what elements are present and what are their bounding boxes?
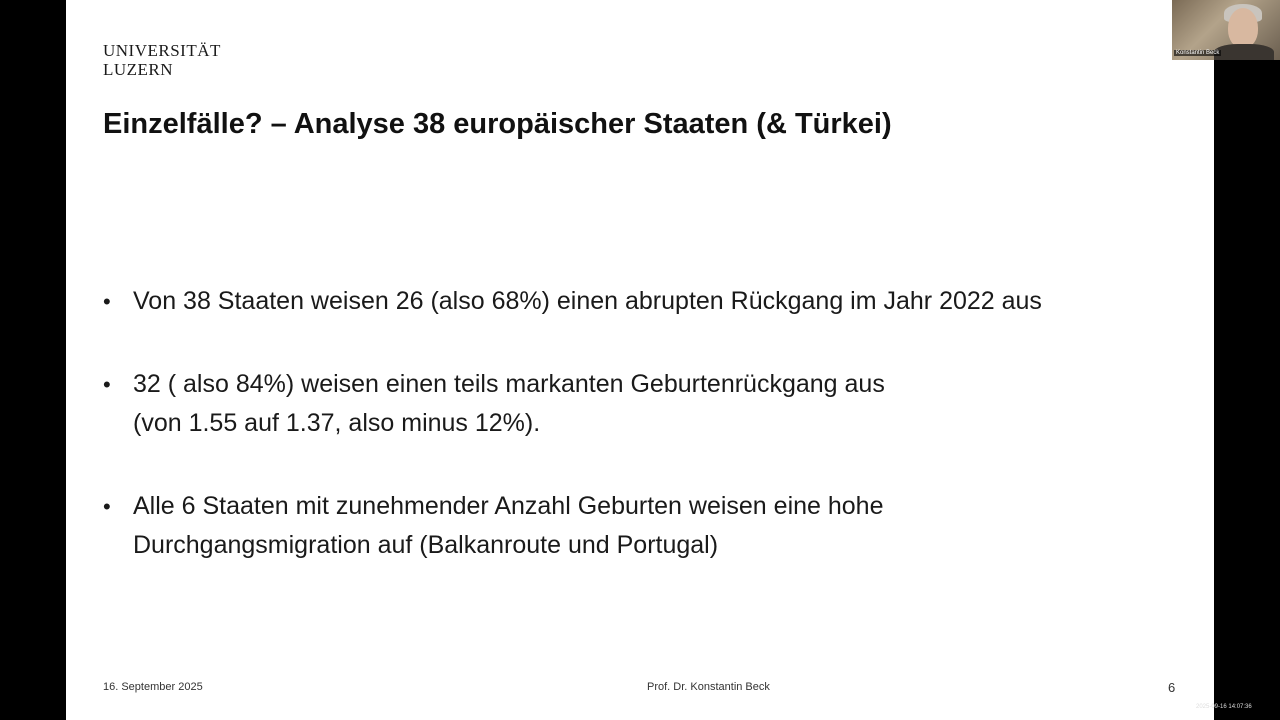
bullet-item	[103, 487, 1183, 565]
left-letterbox	[0, 0, 66, 720]
bullet-icon: •	[103, 289, 111, 314]
recording-timestamp: 2025-09-16 14:07:36	[1196, 704, 1252, 710]
page-number: 6	[1168, 680, 1176, 695]
footer-author: Prof. Dr. Konstantin Beck	[647, 681, 770, 693]
bullet-text: Von 38 Staaten weisen 26 (also 68%) einen abrupten Rückgang im Jahr 2022 aus	[133, 287, 1042, 315]
bullet-list	[103, 282, 1183, 609]
bullet-text: 32 ( also 84%) weisen einen teils markanten Geburtenrückgang aus (von 1.55 auf 1.37, also minus 12%).	[133, 370, 885, 437]
right-letterbox	[1214, 0, 1280, 720]
logo-line-1: UNIVERSITÄT	[103, 41, 221, 60]
university-logo	[103, 41, 221, 79]
presenter-body	[1214, 44, 1274, 60]
presentation-slide	[66, 0, 1214, 720]
bullet-text: Alle 6 Staaten mit zunehmender Anzahl Geburten weisen eine hohe Durchgangsmigration auf (Balkanroute und Portugal)	[133, 492, 884, 559]
bullet-icon: •	[103, 372, 111, 397]
bullet-item	[103, 365, 1183, 443]
presenter-face	[1228, 8, 1258, 48]
bullet-icon: •	[103, 494, 111, 519]
logo-line-2: LUZERN	[103, 60, 174, 79]
slide-title: Einzelfälle? – Analyse 38 europäischer Staaten (& Türkei)	[103, 108, 892, 140]
footer-date: 16. September 2025	[103, 681, 203, 693]
bullet-item	[103, 282, 1183, 321]
webcam-thumbnail[interactable]	[1172, 0, 1280, 60]
webcam-name-label: Konstantin Beck	[1176, 50, 1220, 56]
